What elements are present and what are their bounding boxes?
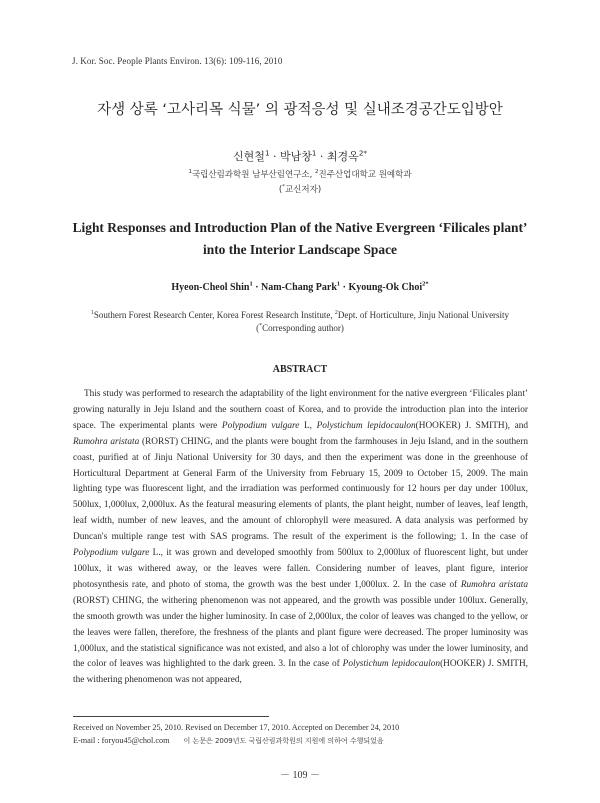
abstract-segment: (RORST) CHING, and the plants were bought from the farmhouses in Jeju Island, and in the southern coast, purified at of Jinju National University for 30 days, and then the experiment was done in the greenhouse of Horticultural Department at General Farm of the University from February 15, 2009 to October 15, 2009. The main lighting type was fluorescent light, and the irradiation was performed continuously for 12 hours per day under 100lux, 500lux, 1,000lux, 2,000lux. As the featural measuring elements of plants, the plant height, number of leaves, leaf length, leaf width, number of new leaves, and the amount of chlorophyll were measured. A data analysis was performed by Duncan's multiple range test with SAS programs. The result of the experiment is the following; 1. In the case of [73,436,528,543]
english-author-1-sup: 1 [249,280,253,288]
korean-author-2: 박남창 [279,150,312,163]
journal-citation: J. Kor. Soc. People Plants Environ. 13(6): 109-116, 2010 [72,56,283,66]
korean-affiliation-line [0,168,600,183]
author-separator: · [269,150,280,163]
korean-affiliation-1: 국립산림과학원 남부산림연구소, [191,170,316,180]
footnote-rule [73,716,269,717]
species-name: Polystichum lepidocaulon [342,659,441,670]
english-affiliations [60,309,540,335]
abstract-segment: L., it was grown and developed smoothly from 500lux to 2,000lux of fluorescent light, but under 100lux, it was withered away, or the leaves were fallen. Considering number of leaves, plant figure, interior photosynthesis rate, and photo of stoma, the growth was the best under 1,000lux. 2. In the case of [73,548,528,590]
english-corresponding-line: (*Corresponding author) [256,323,344,333]
footnote-email: E-mail : foryou45@chol.com [73,736,170,745]
korean-corresponding-line: (*교신저자) [278,184,322,195]
english-author-2: Nam-Chang Park [261,282,337,293]
english-affiliation-1: Southern Forest Research Center, Korea Forest Research Institute, [93,310,335,320]
footnote-received: Received on November 25, 2010. Revised on December 17, 2010. Accepted on December 24, 2010 [73,723,400,732]
affil-sup: 2 [334,310,338,316]
abstract-heading: ABSTRACT [272,364,328,375]
species-name: Polystichum lepidocaulon [316,420,416,431]
korean-author-1: 신현철 [233,150,265,163]
korean-affiliations [0,168,600,198]
species-name: Rumohra aristata [460,579,528,590]
footnote-acknowledgement: 이 논문은 2009년도 국립산림과학원의 지원에 의하여 수행되었음 [183,737,384,745]
english-authors [0,282,600,293]
korean-corresponding: 교신저자 [284,185,318,195]
corr-sup: * [259,323,263,329]
korean-author-3-sup: 2* [358,148,367,158]
english-corresponding: Corresponding author [262,323,341,333]
footnote-contact [73,736,384,746]
author-separator: · [252,282,262,293]
affil-sup: 2 [315,169,319,176]
english-author-2-sup: 1 [336,280,341,288]
english-affiliation-line [60,309,540,322]
abstract-text [73,387,528,689]
affil-sup: 1 [188,169,192,176]
english-title: Light Responses and Introduction Plan of the Native Evergreen ‘Filicales plant’ into the Interior Landscape Space [72,220,528,257]
abstract-segment: (RORST) CHING, the withering phenomenon was not appeared, and the growth was possible under 100lux. Generally, the smooth growth was under the higher luminosity. In case of 2,000lux, the color of leaves was changed to the yellow, or the leaves were fallen, therefore, the freshness of the plants and plant figure were decreased. The proper luminosity was 1,000lux, and the statistical significance was not existed, and also a lot of chlorophy was under the lower luminosity, and the color of leaves was highlighted to the dark green. 3. In the case of [73,595,528,670]
species-name: Rumohra aristata [73,436,140,447]
abstract-segment: L, [299,420,317,431]
abstract-segment: (HOOKER) J. SMITH, the withering phenomenon was not appeared, [73,659,529,686]
korean-affiliation-2: 진주산업대학교 원예학과 [318,170,412,180]
english-author-1: Hyeon-Cheol Shin [171,282,250,293]
english-author-3-sup: 2* [422,280,429,288]
page-number: － 109 － [280,770,320,781]
korean-author-2-sup: 1 [311,148,317,158]
author-separator: · [316,150,327,163]
species-name: Polypodium vulgare [221,420,300,431]
english-author-3: Kyoung-Ok Choi [348,282,423,293]
species-name: Polypodium vulgare [73,548,150,559]
author-separator: · [340,282,349,293]
corr-sup: * [282,184,285,191]
korean-author-3: 최경옥 [326,150,359,163]
english-affiliation-2: Dept. of Horticulture, Jinju National University [337,310,510,320]
korean-author-1-sup: 1 [264,148,270,158]
korean-title: 자생 상록 ‘고사리목 식물’ 의 광적응성 및 실내조경공간도입방안 [97,102,503,118]
abstract-segment: This study was performed to research the adaptability of the light environment for the native evergreen ‘Filicales plant’ growing naturally in Jeju Island and the southern coast of Korea, and to provide the introduction plan into the interior space. The experimental plants were [73,389,528,431]
abstract-segment: (HOOKER) J. SMITH), and [415,420,528,431]
korean-authors [0,148,600,164]
affil-sup: 1 [90,310,94,316]
